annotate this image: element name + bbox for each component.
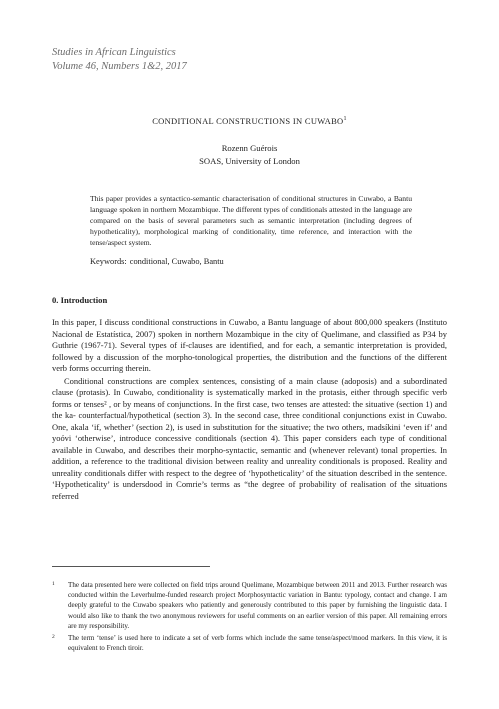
footnote [52,580,447,631]
footnote-number: 2 [52,634,55,641]
paper-title [0,116,499,126]
paragraph: In this paper, I discuss conditional constructions in Cuwabo, a Bantu language of about 800,000 speakers (Instituto Nacional de Estatística, 2007) spoken in northern Mozambique in the city of Quelimane, and classified as P34 by Guthrie (1967-71). Several types of if-clauses are identified, and for each, a semantic interpretation is provided, followed by a discussion of the morpho-tonological properties, the distribution and the functions of the different verb forms occurring therein. [52,317,447,373]
keywords-list: conditional, Cuwabo, Bantu [129,257,224,266]
section-heading: 0. Introduction [52,295,108,305]
footnote-number: 1 [52,581,55,587]
keywords [90,257,224,266]
author-name: Rozenn Guérois [221,143,278,153]
footnote-divider [52,566,210,567]
paper-title-text: CONDITIONAL CONSTRUCTIONS IN CUWABO [152,116,344,126]
keywords-label: Keywords: [90,257,127,266]
title-footnote-mark: 1 [343,116,347,123]
journal-header [52,46,187,74]
footnote-text: The term ‘tense’ is used here to indicate a set of verb forms which include the same tense/aspect/mood markers. In this view, it is equivalent to French tiroir. [68,634,447,653]
footnote-text: The data presented here were collected on field trips around Quelimane, Mozambique between 2011 and 2013. Further research was conducted within the Leverhulme-funded research project Morphosyntactic variation in Bantu: typology, contact and change. I am deeply grateful to the Cuwabo speakers who patiently and generously contributed to this paper by furnishing the linguistic data. I would also like to thank the two anonymous reviewers for useful comments on an earlier version of this paper. All remaining errors are my responsibility. [68,581,447,630]
body-text [52,317,447,503]
author-affiliation: SOAS, University of London [199,156,300,166]
abstract: This paper provides a syntactico-semantic characterisation of conditional structures in Cuwabo, a Bantu language spoken in northern Mozambique. The different types of conditionals attested in the language are compared on the basis of several parameters such as semantic interpretation (including degrees of hypotheticality), morphological marking of conditionality, time reference, and interaction with the tense/aspect system. [90,194,412,247]
author-block [0,142,499,168]
journal-name: Studies in African Linguistics [52,47,176,58]
footnotes [52,580,447,655]
journal-volume: Volume 46, Numbers 1&2, 2017 [52,61,187,72]
paragraph: Conditional constructions are complex sentences, consisting of a main clause (adoposis) and a subordinated clause (protasis). In Cuwabo, conditionality is systematically marked in the protasis, either through specific verb forms or tenses² , or by means of conjunctions. In the first case, two tenses are attested: the situative (section 1) and the ka- counterfactual/hypothetical (section 3). In the second case, three conditional conjunctions exist in Cuwabo. One, akala ‘if, whether’ (section 2), is used in substitution for the situative; the two others, madsíkini ‘even if’ and yoóvi ‘otherwise’, introduce concessive conditionals (section 4). This paper considers each type of conditional available in Cuwabo, and describes their morpho-syntactic, semantic and (whenever relevant) tonal properties. In addition, a reference to the traditional division between reality and unreality conditionals is proposed. Reality and unreality conditionals differ with respect to the degree of ‘hypotheticality’ of the situation described in the sentence. ‘Hypotheticality’ is undersdood in Comrie’s terms as “the degree of probability of realisation of the situations referred [52,375,447,501]
footnote [52,633,447,653]
